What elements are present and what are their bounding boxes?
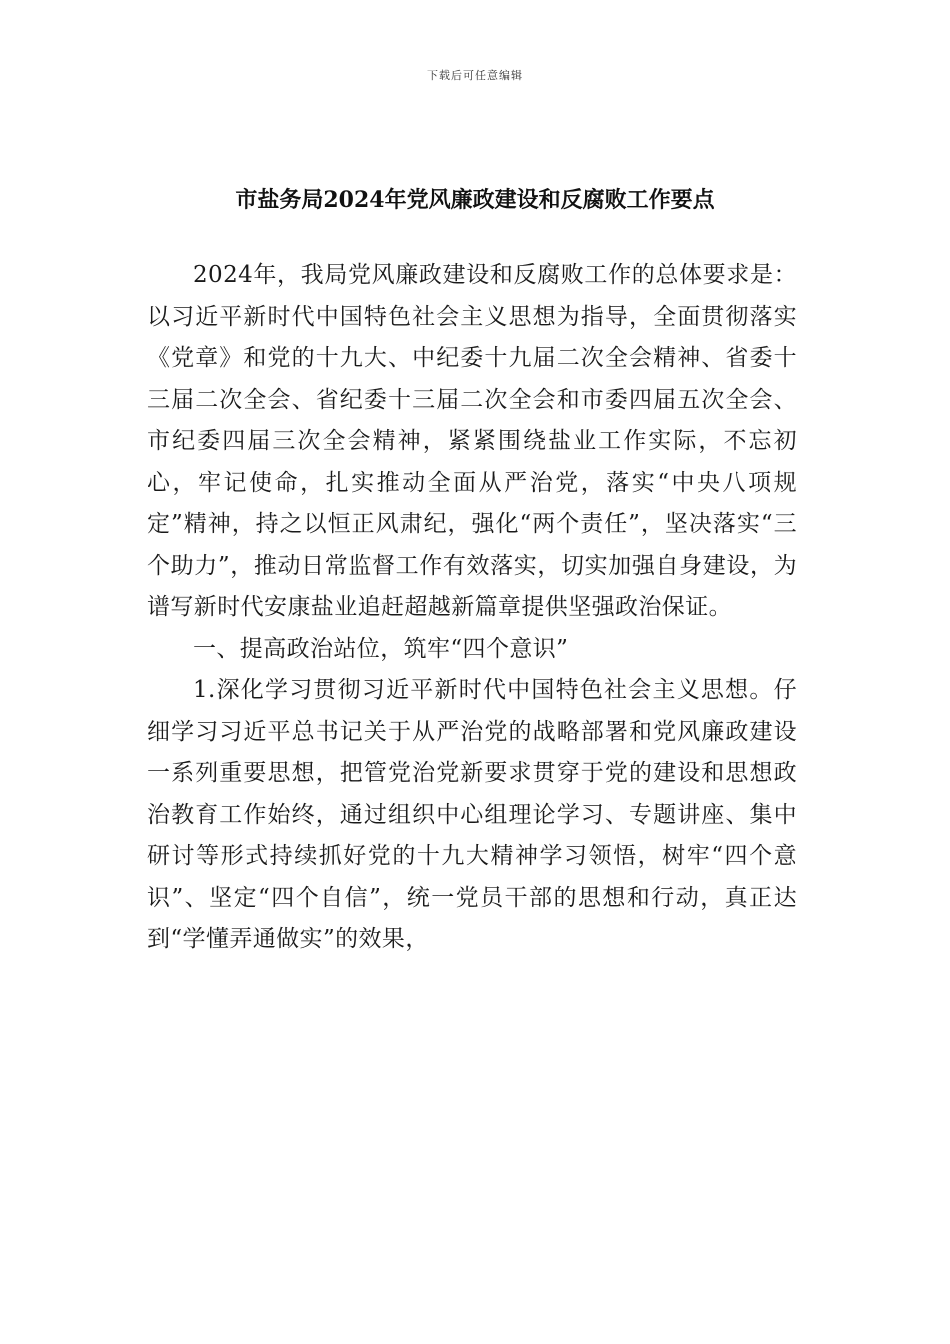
paragraph-item-1: 1.深化学习贯彻习近平新时代中国特色社会主义思想。仔细学习习近平总书记关于从严治党的战略部署和党风廉政建设一系列重要思想，把管党治党新要求贯穿于党的建设和思想政治教育工作始终，通过组织中心组理论学习、专题讲座、集中研讨等形式持续抓好党的十九大精神学习领悟，树牢“四个意识”、坚定“四个自信”，统一党员干部的思想和行动，真正达到“学懂弄通做实”的效果，	[147, 677, 797, 952]
header-note: 下载后可任意编辑	[427, 69, 523, 82]
document-title: 市盐务局2024年党风廉政建设和反腐败工作要点	[235, 187, 715, 213]
section-heading-1: 一、提高政治站位，筑牢“四个意识”	[193, 635, 569, 662]
paragraph-overall-requirements: 2024年，我局党风廉政建设和反腐败工作的总体要求是：以习近平新时代中国特色社会主义思想为指导，全面贯彻落实《党章》和党的十九大、中纪委十九届二次全会精神、省委十三届二次全会、省纪委十三届二次全会和市委四届五次全会、市纪委四届三次全会精神，紧紧围绕盐业工作实际，不忘初心，牢记使命，扎实推动全面从严治党，落实“中央八项规定”精神，持之以恒正风肃纪，强化“两个责任”，坚决落实“三个助力”，推动日常监督工作有效落实，切实加强自身建设，为谱写新时代安康盐业追赶超越新篇章提供坚强政治保证。	[147, 262, 797, 620]
document-body	[147, 255, 797, 961]
